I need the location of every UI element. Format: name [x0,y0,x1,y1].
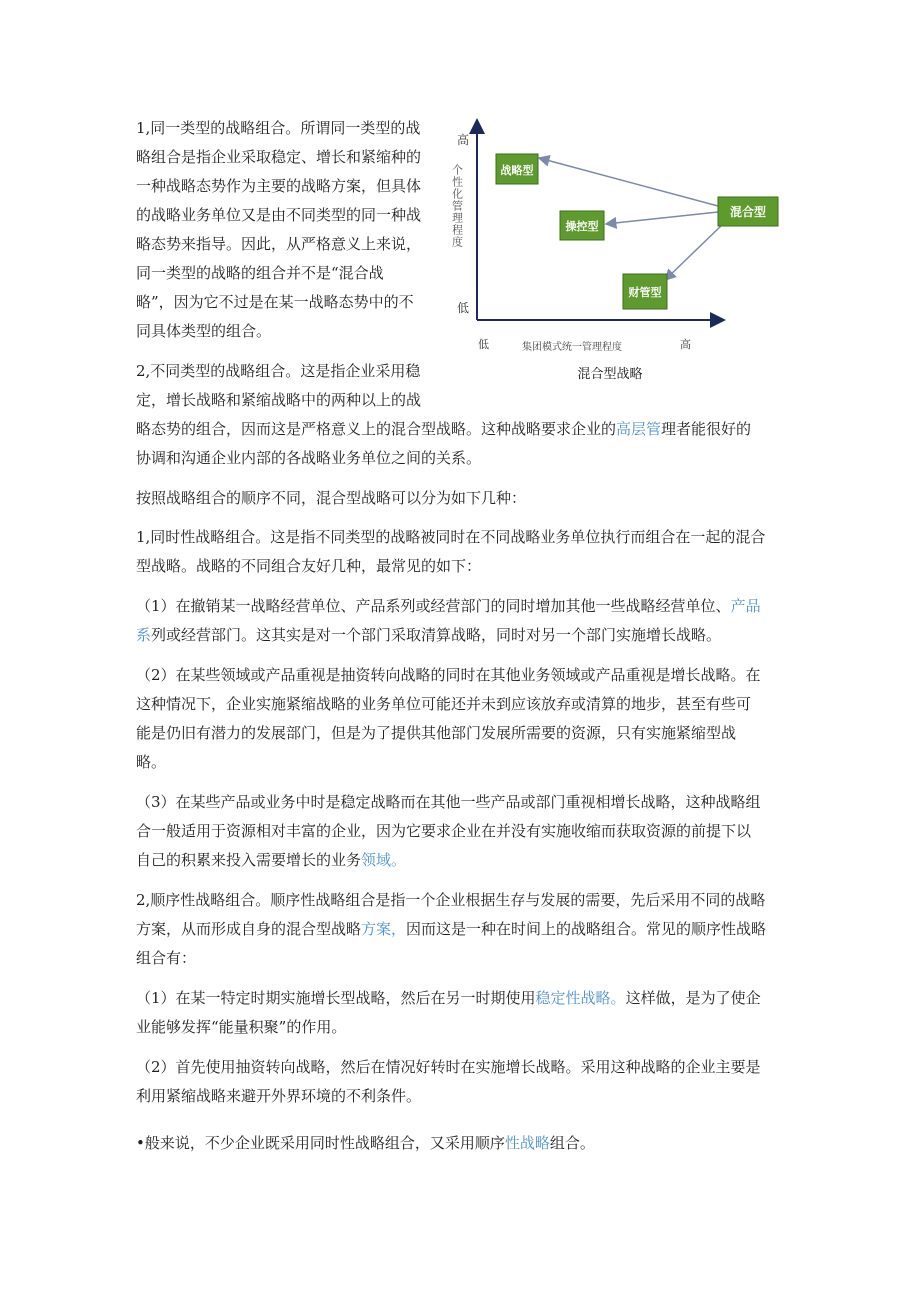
section2-line-4: 协调和沟通企业内部的各战略业务单位之间的关系。 [136,449,482,467]
x-axis-title: 集团模式统一管理程度 [522,342,622,353]
section2-line-1: 2,不同类型的战略组合。这是指企业采用稳 [136,362,421,380]
product-line-link-part-1[interactable]: 产品 [730,597,761,615]
sequential-item-1-line-1 [136,984,761,1012]
section1-line-5: 略态势来指导。因此，从严格意义上来说， [136,235,422,253]
mixed-strategy-figure [436,108,786,356]
simultaneous-item-3-text-a: 自己的积累来投入需要增长的业务 [136,851,362,869]
mixed-strategy-diagram [436,108,786,356]
sequential-item-1-text-a: （1）在某一特定时期实施增长型战略，然后在另一时期使用 [136,989,536,1007]
intro-paragraph: 按照战略组合的顺序不同，混合型战略可以分为如下几种： [136,489,527,507]
simultaneous-item-1-line-2 [136,621,721,649]
arrow-to-operation [606,212,718,224]
product-line-link-part-2[interactable]: 系 [136,626,152,644]
domain-link[interactable]: 领域。 [361,851,407,869]
arrow-to-finance [665,224,723,280]
section1-line-8: 同具体类型的组合。 [136,322,272,340]
simultaneous-item-3-line-3 [136,846,406,874]
sequential-item-2-line-1: （2）首先使用抽资转向战略，然后在情况好转时在实施增长战略。采用这种战略的企业主要是 [136,1058,761,1076]
closing-text-a: •般来说，不少企业既采用同时性战略组合，又采用顺序 [136,1134,505,1152]
simultaneous-item-2-line-3: 能是仍旧有潜力的发展部门，但是为了提供其他部门发展所需要的资源，只有实施紧缩型战 [136,724,737,742]
section1-line-7: 略”，因为它不过是在某一战略态势中的不 [136,293,414,311]
simultaneous-item-1-line-1 [136,592,761,620]
simultaneous-item-2-line-2: 这种情况下，企业实施紧缩战略的业务单位可能还并未到应该放弃或清算的地步，甚至有些可 [136,695,752,713]
section1-line-2: 略组合是指企业采取稳定、增长和紧缩种的 [136,148,422,166]
simultaneous-item-1-text-b: 列或经营部门。这其实是对一个部门采取清算战略，同时对另一个部门实施增长战略。 [151,626,722,644]
senior-management-link[interactable]: 高层管 [616,420,662,438]
sequential-item-1-line-2: 业能够发挥“能量积聚”的作用。 [136,1018,347,1036]
sequential-line-3: 组合有： [136,949,197,967]
strategy-box-label: 战略型 [500,164,534,177]
section1-line-4: 的战略业务单位又是由不同类型的同一种战 [136,206,422,224]
sequential-item-1-text-b: 这样做，是为了使企 [625,989,761,1007]
x-axis-high-label: 高 [680,338,691,351]
simultaneous-item-3-line-2: 合一般适用于资源相对丰富的企业，因为它要求企业在并没有实施收缩而获取资源的前提下以 [136,822,752,840]
finance-box-label: 财管型 [628,286,662,299]
y-axis-high-label: 高 [457,133,470,147]
section2-line-3 [136,415,751,443]
sequential-line-1: 2,顺序性战略组合。顺序性战略组合是指一个企业根据生存与发展的需要，先后采用不同的战略 [136,891,766,909]
simultaneous-item-1-text-a: （1）在撤销某一战略经营单位、产品系列或经营部门的同时增加其他一些战略经营单位、 [136,597,731,615]
sequential-line-2 [136,915,766,943]
simultaneous-item-2-line-4: 略。 [136,753,167,771]
strategy-link[interactable]: 性战略 [504,1134,550,1152]
section1-line-3: 一种战略态势作为主要的战略方案，但具体 [136,177,422,195]
mixed-box-label: 混合型 [729,205,767,219]
simultaneous-item-3-line-1: （3）在某些产品或业务中时是稳定战略而在其他一些产品或部门重视相增长战略，这种战略组 [136,793,761,811]
section1-line-6: 同一类型的战略的组合并不是“混合战 [136,264,384,282]
closing-text-b: 组合。 [549,1134,595,1152]
section2-line-3-text-a: 略态势的组合，因而这是严格意义上的混合型战略。这种战略要求企业的 [136,420,617,438]
x-axis-low-label: 低 [478,338,489,351]
sequential-line-2-text-b: 因而这是一种在时间上的战略组合。常见的顺序性战略 [406,920,767,938]
simultaneous-item-2-line-1: （2）在某些领域或产品重视是抽资转向战略的同时在其他业务领域或产品重视是增长战略。在 [136,666,761,684]
sequential-line-2-text-a: 方案，从而形成自身的混合型战略 [136,920,362,938]
y-axis-title: 个性化管理程度 [450,164,464,248]
simultaneous-line-2: 型战略。战略的不同组合友好几种，最常见的如下： [136,557,482,575]
y-axis-low-label: 低 [457,301,470,315]
stability-strategy-link[interactable]: 稳定性战略。 [535,989,626,1007]
sequential-item-2-line-2: 利用紧缩战略来避开外界环境的不利条件。 [136,1087,422,1105]
operation-box-label: 操控型 [565,220,599,233]
closing-paragraph [136,1129,595,1157]
section1-line-1: 1,同一类型的战略组合。所谓同一类型的战 [136,119,421,137]
section2-line-2: 定，增长战略和紧缩战略中的两种以上的战 [136,391,422,409]
section2-line-3-text-b: 理者能很好的 [661,420,752,438]
figure-caption: 混合型战略 [577,367,643,382]
plan-link[interactable]: 方案， [361,920,407,938]
simultaneous-line-1: 1,同时性战略组合。这是指不同类型的战略被同时在不同战略业务单位执行而组合在一起的混合 [136,528,766,546]
arrow-to-strategy [539,158,718,206]
